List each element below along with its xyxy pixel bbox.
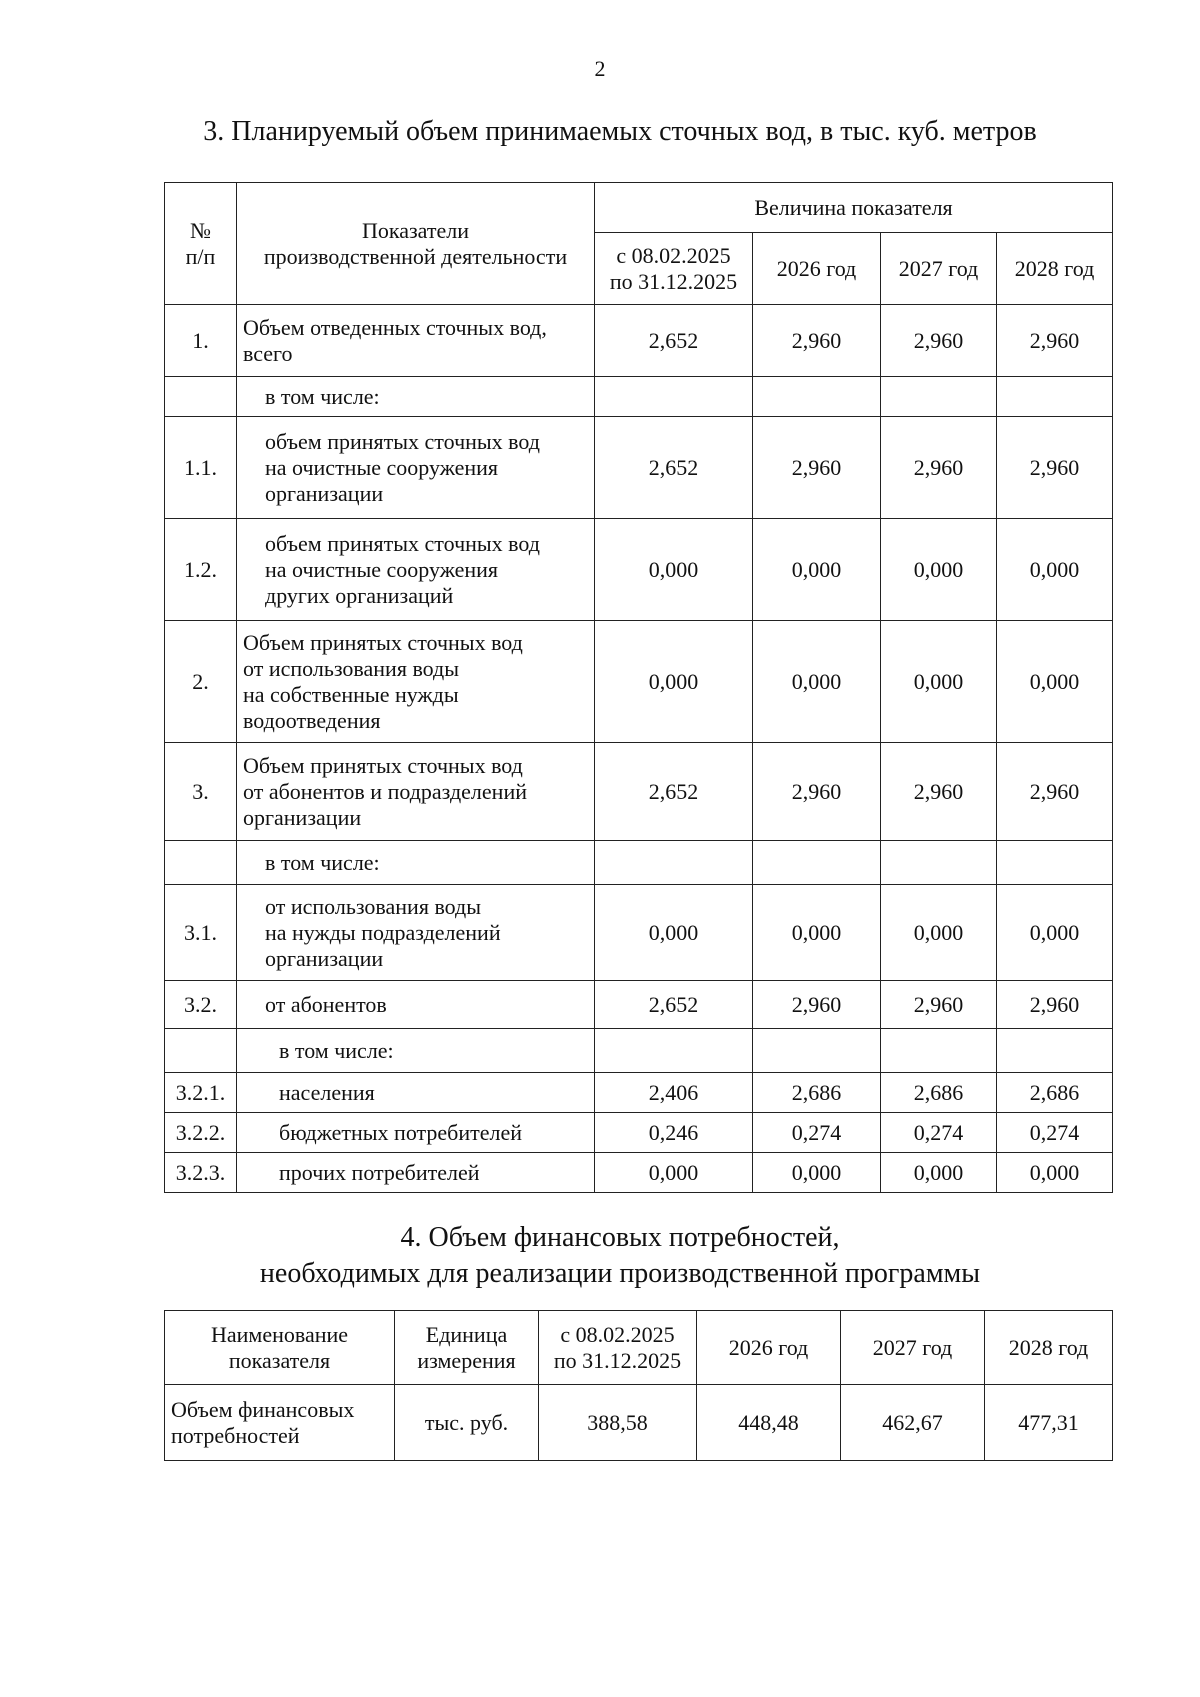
header-value-group: Величина показателя — [595, 183, 1113, 233]
table-row — [165, 885, 1113, 981]
row-value: 2,960 — [753, 417, 881, 519]
row-value: 388,58 — [539, 1385, 697, 1461]
row-value — [753, 1029, 881, 1073]
row-value: 0,000 — [881, 621, 997, 743]
row-value — [997, 377, 1113, 417]
row-value: 2,652 — [595, 305, 753, 377]
header-period: 2026 год — [697, 1311, 841, 1385]
row-value: 477,31 — [985, 1385, 1113, 1461]
row-indicator: от использования воды на нужды подразделений организации — [237, 885, 595, 981]
table-row — [165, 519, 1113, 621]
row-value: 0,000 — [595, 1153, 753, 1193]
row-value: 0,000 — [997, 519, 1113, 621]
row-value: 2,960 — [753, 743, 881, 841]
row-number: 3.2.3. — [165, 1153, 237, 1193]
section3-title: 3. Планируемый объем принимаемых сточных вод, в тыс. куб. метров — [203, 116, 1037, 147]
row-indicator: бюджетных потребителей — [237, 1113, 595, 1153]
row-value: 0,274 — [881, 1113, 997, 1153]
row-value — [881, 377, 997, 417]
row-indicator: объем принятых сточных вод на очистные сооружения организации — [237, 417, 595, 519]
row-value — [753, 841, 881, 885]
table-row — [165, 743, 1113, 841]
table-row — [165, 377, 1113, 417]
page-number: 2 — [594, 56, 606, 81]
header-num: № п/п — [165, 183, 237, 305]
row-indicator: Объем принятых сточных вод от абонентов и подразделений организации — [237, 743, 595, 841]
header-period: 2027 год — [841, 1311, 985, 1385]
row-value — [881, 841, 997, 885]
row-value — [595, 377, 753, 417]
row-value: 2,960 — [881, 981, 997, 1029]
table-row — [165, 841, 1113, 885]
header-period: 2027 год — [881, 233, 997, 305]
row-number: 2. — [165, 621, 237, 743]
row-number — [165, 1029, 237, 1073]
row-indicator: от абонентов — [237, 981, 595, 1029]
row-indicator: объем принятых сточных вод на очистные сооружения других организаций — [237, 519, 595, 621]
table-row — [165, 1073, 1113, 1113]
row-number — [165, 841, 237, 885]
row-value: 0,000 — [881, 1153, 997, 1193]
row-indicator: в том числе: — [237, 841, 595, 885]
row-indicator: Объем отведенных сточных вод, всего — [237, 305, 595, 377]
table-row — [165, 1029, 1113, 1073]
header-indicator: Показатели производственной деятельности — [237, 183, 595, 305]
table-row — [165, 417, 1113, 519]
row-value: 2,960 — [881, 743, 997, 841]
row-value — [997, 1029, 1113, 1073]
row-value: 0,000 — [881, 519, 997, 621]
row-name: Объем финансовых потребностей — [165, 1385, 395, 1461]
header-name: Наименование показателя — [165, 1311, 395, 1385]
row-value: 0,000 — [753, 1153, 881, 1193]
row-value: 2,960 — [997, 305, 1113, 377]
row-value: 2,652 — [595, 417, 753, 519]
row-value: 0,000 — [997, 621, 1113, 743]
row-value: 2,652 — [595, 743, 753, 841]
row-value: 2,686 — [881, 1073, 997, 1113]
row-number: 3.1. — [165, 885, 237, 981]
financial-needs-table — [164, 1310, 1113, 1461]
row-value: 2,960 — [753, 305, 881, 377]
row-value: 0,274 — [753, 1113, 881, 1153]
row-value: 0,000 — [595, 885, 753, 981]
row-indicator: Объем принятых сточных вод от использования воды на собственные нужды водоотведения — [237, 621, 595, 743]
row-value: 0,000 — [595, 621, 753, 743]
table-row — [165, 1385, 1113, 1461]
row-value: 2,406 — [595, 1073, 753, 1113]
row-value: 0,000 — [753, 519, 881, 621]
header-period: 2026 год — [753, 233, 881, 305]
row-value: 2,960 — [997, 417, 1113, 519]
row-number: 1.1. — [165, 417, 237, 519]
header-unit: Единица измерения — [395, 1311, 539, 1385]
section4-title: 4. Объем финансовых потребностей, необходимых для реализации производственной программы — [259, 1222, 981, 1289]
header-period: с 08.02.2025 по 31.12.2025 — [539, 1311, 697, 1385]
row-value: 0,000 — [997, 1153, 1113, 1193]
row-value: 0,000 — [881, 885, 997, 981]
row-value: 2,686 — [753, 1073, 881, 1113]
row-value: 2,960 — [881, 305, 997, 377]
row-unit: тыс. руб. — [395, 1385, 539, 1461]
row-value: 2,960 — [997, 743, 1113, 841]
header-period: 2028 год — [985, 1311, 1113, 1385]
row-value: 2,652 — [595, 981, 753, 1029]
row-value: 2,960 — [753, 981, 881, 1029]
wastewater-volume-table — [164, 182, 1113, 1193]
row-value: 0,000 — [595, 519, 753, 621]
row-number: 3.2.1. — [165, 1073, 237, 1113]
row-number: 1.2. — [165, 519, 237, 621]
row-value — [881, 1029, 997, 1073]
row-value — [595, 1029, 753, 1073]
row-indicator: прочих потребителей — [237, 1153, 595, 1193]
table-row — [165, 1153, 1113, 1193]
row-number: 3. — [165, 743, 237, 841]
row-value: 0,000 — [753, 885, 881, 981]
row-value: 2,686 — [997, 1073, 1113, 1113]
table-row — [165, 981, 1113, 1029]
row-number: 1. — [165, 305, 237, 377]
row-indicator: населения — [237, 1073, 595, 1113]
row-value: 2,960 — [997, 981, 1113, 1029]
row-value — [753, 377, 881, 417]
table-row — [165, 621, 1113, 743]
row-value: 0,246 — [595, 1113, 753, 1153]
header-period: с 08.02.2025 по 31.12.2025 — [595, 233, 753, 305]
row-value: 0,000 — [753, 621, 881, 743]
table-row — [165, 1113, 1113, 1153]
row-value: 2,960 — [881, 417, 997, 519]
row-number: 3.2. — [165, 981, 237, 1029]
row-value: 0,274 — [997, 1113, 1113, 1153]
row-indicator: в том числе: — [237, 377, 595, 417]
row-number — [165, 377, 237, 417]
table-row — [165, 305, 1113, 377]
row-value: 462,67 — [841, 1385, 985, 1461]
header-period: 2028 год — [997, 233, 1113, 305]
row-value: 0,000 — [997, 885, 1113, 981]
row-number: 3.2.2. — [165, 1113, 237, 1153]
row-value — [997, 841, 1113, 885]
row-value — [595, 841, 753, 885]
row-indicator: в том числе: — [237, 1029, 595, 1073]
row-value: 448,48 — [697, 1385, 841, 1461]
